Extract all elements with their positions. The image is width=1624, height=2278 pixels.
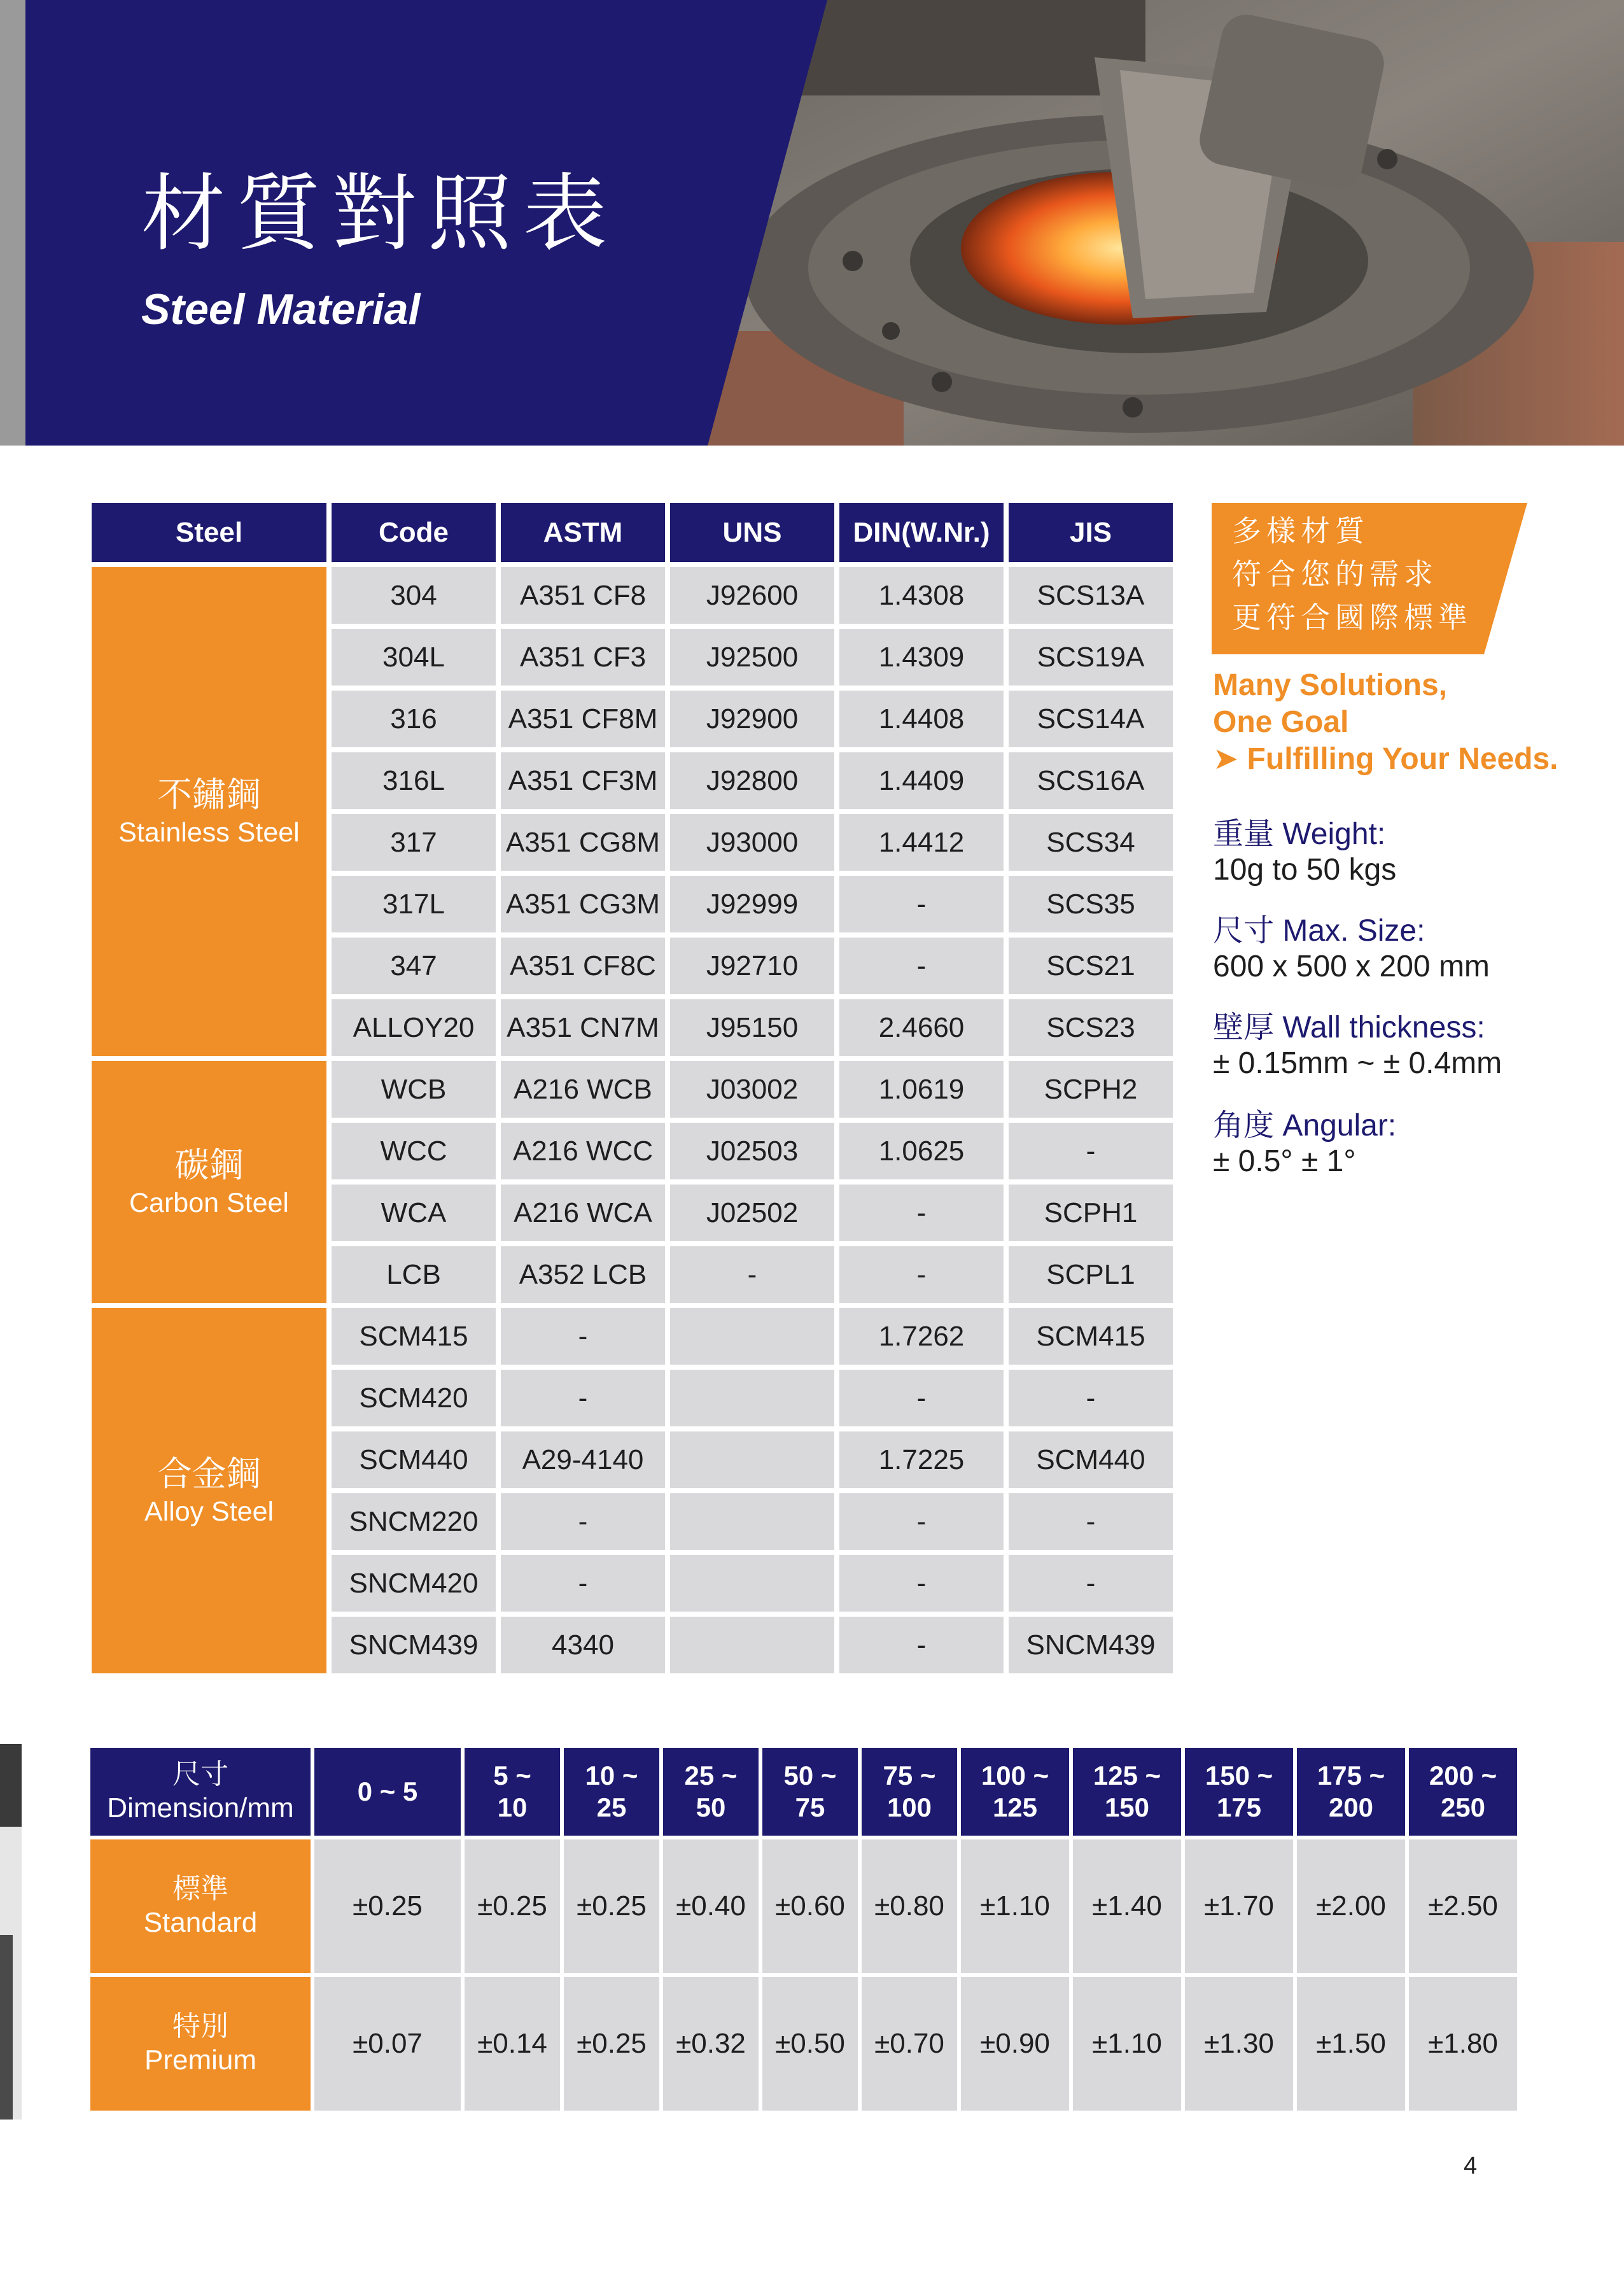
cell-uns	[670, 1555, 834, 1612]
header-din: DIN(W.Nr.)	[839, 503, 1004, 562]
cell-din: -	[839, 938, 1004, 994]
cell-astm: A216 WCB	[501, 1061, 665, 1118]
spec-value: ± 0.5° ± 1°	[1213, 1144, 1356, 1178]
cell-din: 1.4412	[839, 814, 1004, 871]
spec-wall-thickness	[1213, 1009, 1502, 1081]
cell-jis: SCPL1	[1009, 1246, 1173, 1303]
cell-jis: -	[1009, 1123, 1173, 1179]
tolerance-cell: ±0.50	[762, 1977, 858, 2111]
cell-jis: SCS13A	[1009, 567, 1173, 624]
tolerance-cell: ±1.50	[1297, 1977, 1405, 2111]
cell-code: SNCM439	[332, 1617, 496, 1673]
table-row	[92, 1061, 1173, 1118]
table-row	[90, 1839, 1517, 1973]
cell-din: -	[839, 1185, 1004, 1241]
cell-uns	[670, 1431, 834, 1488]
cell-din: -	[839, 1555, 1004, 1612]
spec-value: 10g to 50 kgs	[1213, 853, 1397, 887]
group-stainless-steel	[92, 567, 326, 1056]
cell-uns: J92600	[670, 567, 834, 624]
cell-jis: SCS19A	[1009, 629, 1173, 686]
cell-jis: SCPH2	[1009, 1061, 1173, 1118]
table-header-row	[92, 503, 1173, 562]
cell-jis: SCM440	[1009, 1431, 1173, 1488]
header-astm: ASTM	[501, 503, 665, 562]
tolerance-cell: ±0.25	[564, 1839, 659, 1973]
group-name-zh: 合金鋼	[157, 1454, 261, 1494]
header-range: 5 ~ 10	[465, 1748, 560, 1836]
left-edge-graphic	[0, 1744, 22, 2120]
header-range: 150 ~ 175	[1185, 1748, 1293, 1836]
cell-astm: A351 CF8C	[501, 938, 665, 994]
tolerance-cell: ±2.00	[1297, 1839, 1405, 1973]
header-range: 10 ~ 25	[564, 1748, 659, 1836]
cell-din: 1.4308	[839, 567, 1004, 624]
cell-jis: SCS34	[1009, 814, 1173, 871]
cell-code: ALLOY20	[332, 999, 496, 1056]
tolerance-cell: ±1.40	[1073, 1839, 1181, 1973]
spec-label: 角度 Angular:	[1213, 1107, 1397, 1143]
cell-jis: SCS16A	[1009, 752, 1173, 809]
cell-din: 1.4409	[839, 752, 1004, 809]
cell-jis: SCS14A	[1009, 691, 1173, 747]
cell-astm: A216 WCC	[501, 1123, 665, 1179]
cell-din: 1.4309	[839, 629, 1004, 686]
tolerance-cell: ±0.25	[314, 1839, 461, 1973]
slogan-line: One Goal	[1213, 705, 1349, 739]
page-number: 4	[1464, 2153, 1478, 2179]
tolerance-cell: ±0.70	[862, 1977, 957, 2111]
spec-label: 壁厚 Wall thickness:	[1213, 1009, 1485, 1045]
tolerance-cell: ±0.25	[465, 1839, 560, 1973]
cell-uns: J93000	[670, 814, 834, 871]
group-name-en: Carbon Steel	[129, 1187, 289, 1218]
tolerance-cell: ±1.70	[1185, 1839, 1293, 1973]
tolerance-cell: ±1.30	[1185, 1977, 1293, 2111]
group-name-zh: 碳鋼	[174, 1145, 244, 1186]
tolerance-cell: ±0.90	[961, 1977, 1069, 2111]
cell-astm: A351 CF8	[501, 567, 665, 624]
promo-line: 符合您的需求	[1232, 557, 1438, 591]
header-range: 75 ~ 100	[862, 1748, 957, 1836]
cell-astm: A29-4140	[501, 1431, 665, 1488]
spec-label: 重量 Weight:	[1213, 816, 1386, 852]
cell-jis: SCPH1	[1009, 1185, 1173, 1241]
cell-uns: J92710	[670, 938, 834, 994]
tolerance-cell: ±0.07	[314, 1977, 461, 2111]
cell-jis: SCS35	[1009, 876, 1173, 932]
cell-uns: J02502	[670, 1185, 834, 1241]
tolerance-cell: ±1.10	[961, 1839, 1069, 1973]
steel-material-table	[87, 498, 1178, 1678]
cell-jis: SNCM439	[1009, 1617, 1173, 1673]
header-range: 25 ~ 50	[663, 1748, 759, 1836]
cell-code: 316L	[332, 752, 496, 809]
cell-code: SCM415	[332, 1308, 496, 1365]
cell-code: LCB	[332, 1246, 496, 1303]
cell-din: 1.4408	[839, 691, 1004, 747]
cell-uns: J92900	[670, 691, 834, 747]
cell-uns	[670, 1617, 834, 1673]
cell-din: -	[839, 876, 1004, 932]
table-row	[90, 1977, 1517, 2111]
header-dimension: 尺寸 Dimension/mm	[90, 1748, 311, 1836]
spec-label: 尺寸 Max. Size:	[1213, 913, 1425, 948]
cell-uns	[670, 1493, 834, 1550]
cell-jis: -	[1009, 1370, 1173, 1426]
tolerance-cell: ±0.60	[762, 1839, 858, 1973]
page-title-zh: 材質對照表	[141, 165, 619, 263]
cell-din: -	[839, 1493, 1004, 1550]
dimension-tolerance-table	[87, 1744, 1521, 2114]
spec-value: ± 0.15mm ~ ± 0.4mm	[1213, 1046, 1502, 1080]
table-header-row	[90, 1748, 1517, 1836]
cell-astm: A351 CF8M	[501, 691, 665, 747]
cell-code: WCA	[332, 1185, 496, 1241]
cell-astm: A351 CG3M	[501, 876, 665, 932]
header-range: 125 ~ 150	[1073, 1748, 1181, 1836]
group-name-zh: 不鏽鋼	[157, 775, 261, 815]
cell-uns	[670, 1370, 834, 1426]
tolerance-cell: ±2.50	[1409, 1839, 1517, 1973]
cell-uns: J92800	[670, 752, 834, 809]
slogan	[1213, 667, 1558, 778]
cell-code: WCB	[332, 1061, 496, 1118]
cell-code: SNCM420	[332, 1555, 496, 1612]
cell-code: 347	[332, 938, 496, 994]
cell-uns	[670, 1308, 834, 1365]
cell-code: SCM440	[332, 1431, 496, 1488]
tolerance-cell: ±0.40	[663, 1839, 759, 1973]
cell-din: 2.4660	[839, 999, 1004, 1056]
promo-line: 多樣材質	[1232, 514, 1369, 548]
cell-uns: -	[670, 1246, 834, 1303]
cell-code: 304	[332, 567, 496, 624]
cell-code: 317	[332, 814, 496, 871]
promo-text	[1232, 509, 1473, 639]
cell-astm: A351 CF3	[501, 629, 665, 686]
tolerance-cell: ±1.10	[1073, 1977, 1181, 2111]
header-range: 200 ~ 250	[1409, 1748, 1517, 1836]
cell-din: 1.7225	[839, 1431, 1004, 1488]
spec-max-size	[1213, 913, 1490, 985]
cell-din: -	[839, 1370, 1004, 1426]
slogan-line: Many Solutions,	[1213, 668, 1448, 702]
cell-jis: SCS23	[1009, 999, 1173, 1056]
header-code: Code	[332, 503, 496, 562]
group-carbon-steel	[92, 1061, 326, 1303]
slogan-line: ➤ Fulfilling Your Needs.	[1213, 742, 1558, 776]
header-uns: UNS	[670, 503, 834, 562]
spec-value: 600 x 500 x 200 mm	[1213, 950, 1490, 983]
header-range: 100 ~ 125	[961, 1748, 1069, 1836]
table-row	[92, 1308, 1173, 1365]
cell-code: SNCM220	[332, 1493, 496, 1550]
group-name-en: Stainless Steel	[118, 817, 300, 848]
header-range: 175 ~ 200	[1297, 1748, 1405, 1836]
spec-weight	[1213, 816, 1396, 888]
tolerance-cell: ±0.14	[465, 1977, 560, 2111]
cell-jis: SCM415	[1009, 1308, 1173, 1365]
cell-code: SCM420	[332, 1370, 496, 1426]
cell-astm: -	[501, 1493, 665, 1550]
group-alloy-steel	[92, 1308, 326, 1673]
cell-jis: -	[1009, 1493, 1173, 1550]
cell-din: -	[839, 1617, 1004, 1673]
header-jis: JIS	[1009, 503, 1173, 562]
cell-astm: 4340	[501, 1617, 665, 1673]
page-title-en: Steel Material	[141, 285, 421, 334]
cell-astm: -	[501, 1370, 665, 1426]
cell-jis: -	[1009, 1555, 1173, 1612]
cell-astm: A351 CG8M	[501, 814, 665, 871]
cell-uns: J95150	[670, 999, 834, 1056]
tolerance-cell: ±0.25	[564, 1977, 659, 2111]
promo-line: 更符合國際標準	[1232, 600, 1473, 635]
header-range: 0 ~ 5	[314, 1748, 461, 1836]
group-name-en: Alloy Steel	[144, 1496, 274, 1527]
cell-code: WCC	[332, 1123, 496, 1179]
row-header-premium: 特別 Premium	[90, 1977, 311, 2111]
cell-uns: J92500	[670, 629, 834, 686]
spec-angular	[1213, 1107, 1396, 1179]
cell-din: 1.0625	[839, 1123, 1004, 1179]
cell-astm: -	[501, 1308, 665, 1365]
cell-astm: A216 WCA	[501, 1185, 665, 1241]
cell-din: 1.0619	[839, 1061, 1004, 1118]
tolerance-cell: ±0.80	[862, 1839, 957, 1973]
cell-code: 304L	[332, 629, 496, 686]
cell-din: -	[839, 1246, 1004, 1303]
cell-astm: A351 CN7M	[501, 999, 665, 1056]
cell-jis: SCS21	[1009, 938, 1173, 994]
row-header-standard: 標準 Standard	[90, 1839, 311, 1973]
cell-astm: A351 CF3M	[501, 752, 665, 809]
table-row	[92, 567, 1173, 624]
cell-code: 316	[332, 691, 496, 747]
cell-uns: J02503	[670, 1123, 834, 1179]
cell-din: 1.7262	[839, 1308, 1004, 1365]
tolerance-cell: ±1.80	[1409, 1977, 1517, 2111]
cell-code: 317L	[332, 876, 496, 932]
cell-uns: J03002	[670, 1061, 834, 1118]
tolerance-cell: ±0.32	[663, 1977, 759, 2111]
header-steel: Steel	[92, 503, 326, 562]
cell-uns: J92999	[670, 876, 834, 932]
header-range: 50 ~ 75	[762, 1748, 858, 1836]
cell-astm: -	[501, 1555, 665, 1612]
cell-astm: A352 LCB	[501, 1246, 665, 1303]
